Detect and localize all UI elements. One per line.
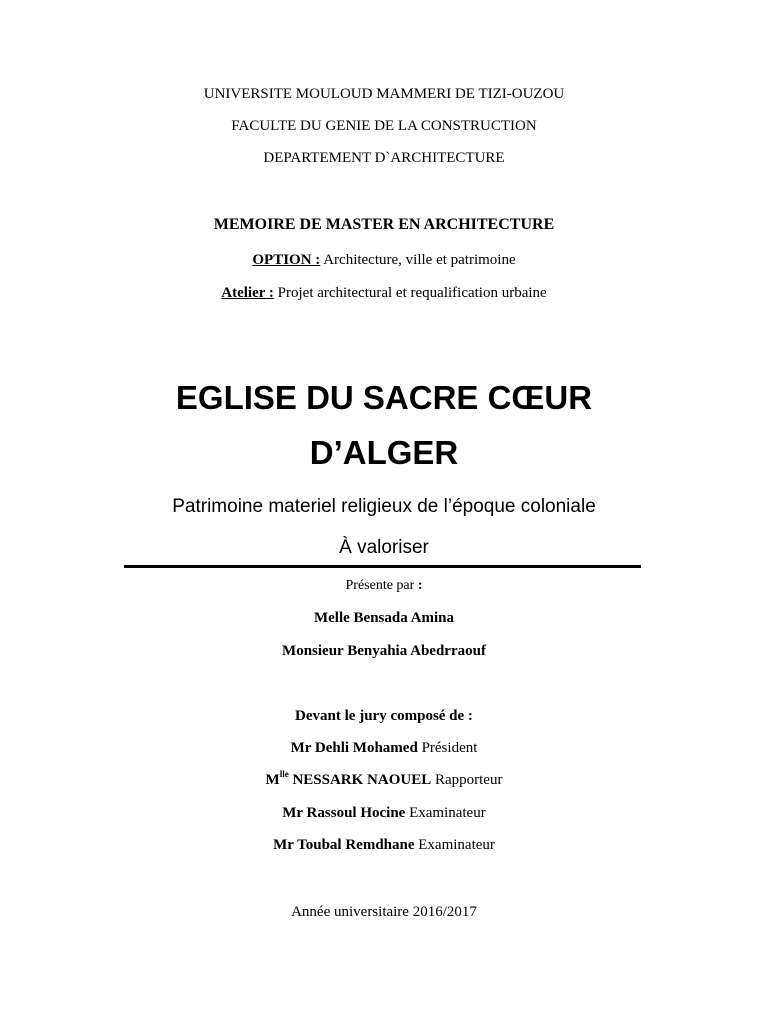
presented-label: Présente par — [345, 578, 418, 593]
main-title-line1: EGLISE DU SACRE CŒUR — [175, 379, 593, 416]
atelier-line — [0, 283, 768, 303]
jury-heading: Devant le jury composé de : — [295, 708, 473, 724]
university-name: UNIVERSITE MOULOUD MAMMERI DE TIZI-OUZOU — [203, 86, 565, 102]
author-1: Melle Bensada Amina — [313, 610, 454, 626]
jury-member — [0, 738, 768, 758]
jury-member-title: M — [265, 772, 280, 788]
jury-member — [0, 803, 768, 823]
faculty-name: FACULTE DU GENIE DE LA CONSTRUCTION — [231, 118, 537, 134]
jury-member-name: NESSARK NAOUEL — [288, 772, 432, 788]
jury-member — [0, 835, 768, 855]
academic-year: Année universitaire 2016/2017 — [291, 904, 477, 920]
jury-member-name: Mr Rassoul Hocine — [282, 805, 406, 821]
atelier-value: Projet architectural et requalification urbaine — [273, 285, 547, 301]
option-label: OPTION : — [252, 252, 321, 268]
presented-by-line — [0, 576, 768, 596]
main-title-line2: D’ALGER — [309, 434, 459, 471]
jury-member-role: Examinateur — [414, 837, 495, 853]
jury-member-title-sup: lle — [279, 769, 289, 779]
department-name: DEPARTEMENT D`ARCHITECTURE — [263, 150, 505, 166]
jury-member-role: Rapporteur — [431, 772, 503, 788]
option-line — [0, 250, 768, 270]
jury-member-name: Mr Dehli Mohamed — [290, 740, 418, 756]
jury-member-name: Mr Toubal Remdhane — [273, 837, 415, 853]
subtitle-line1: Patrimoine materiel religieux de l’époque coloniale — [172, 496, 596, 517]
author-2: Monsieur Benyahia Abedrraouf — [282, 643, 486, 659]
atelier-label: Atelier : — [221, 285, 274, 301]
subtitle-line2: À valoriser — [339, 537, 429, 558]
jury-member-role: Président — [417, 740, 478, 756]
option-value: Architecture, ville et patrimoine — [320, 252, 516, 268]
title-divider — [124, 565, 641, 568]
jury-member — [0, 770, 768, 790]
memoire-type: MEMOIRE DE MASTER EN ARCHITECTURE — [213, 216, 555, 233]
jury-member-role: Examinateur — [405, 805, 486, 821]
presented-colon: : — [417, 578, 423, 593]
